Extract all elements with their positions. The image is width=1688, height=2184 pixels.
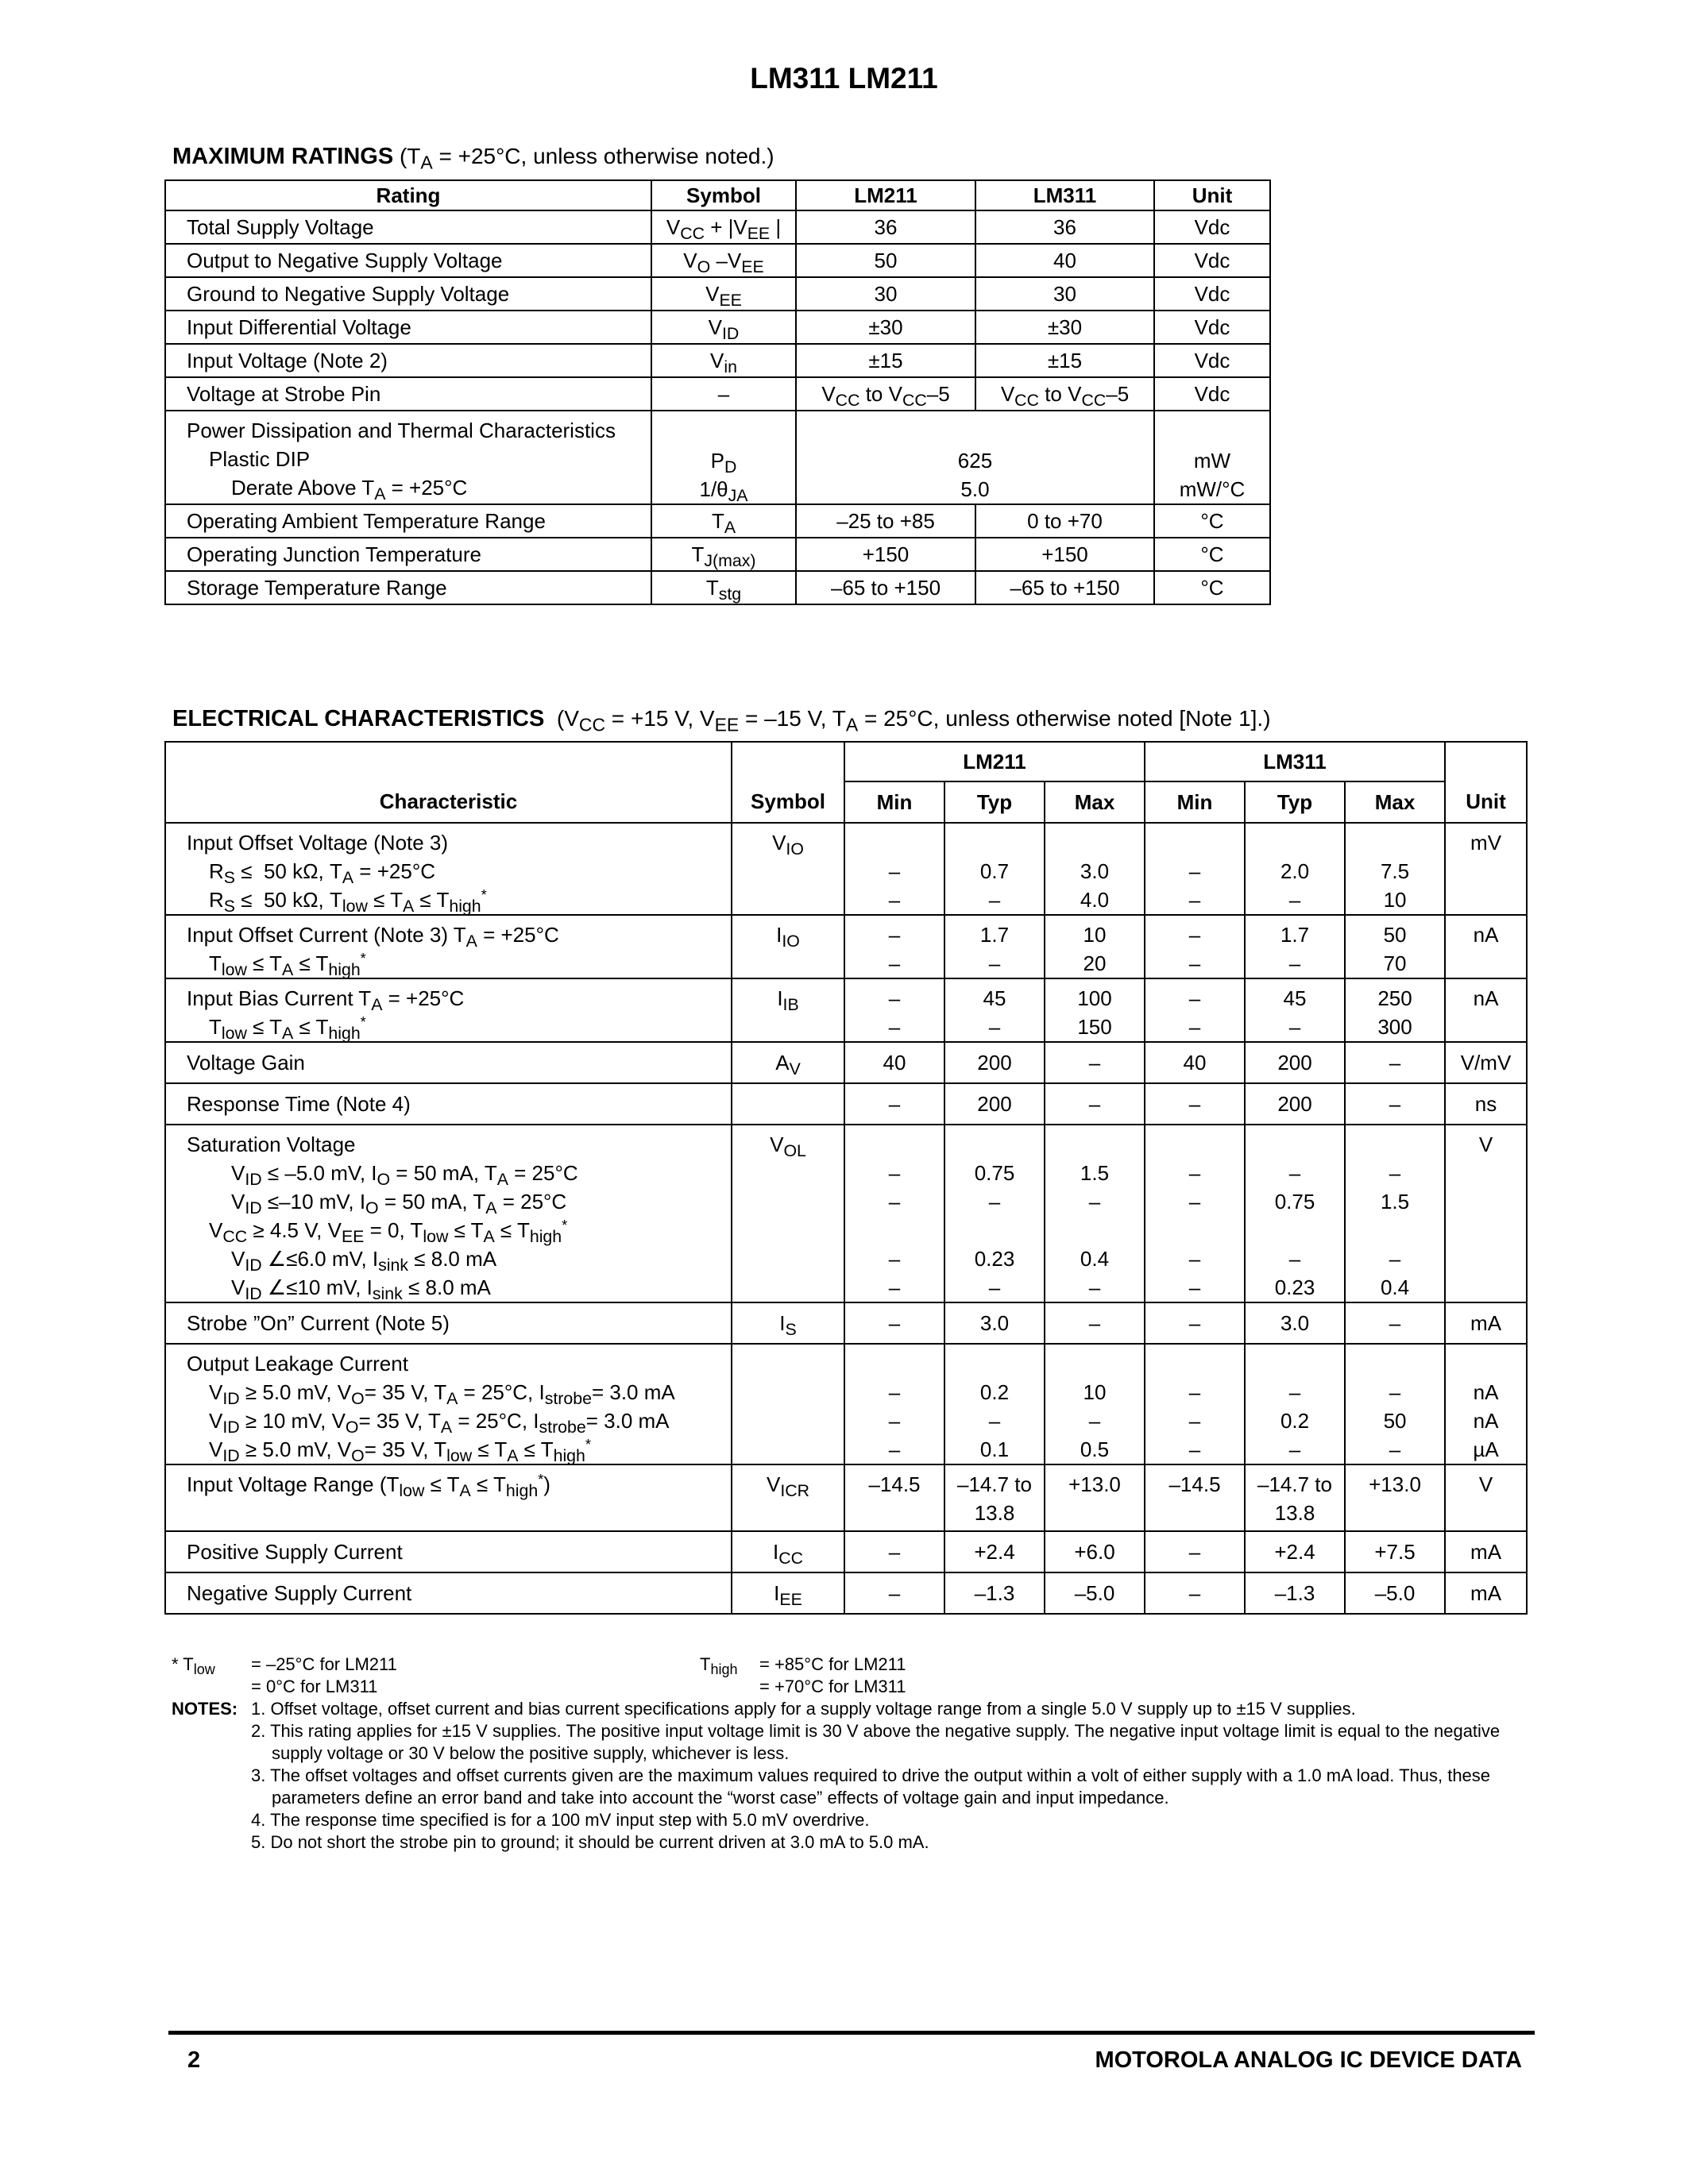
- tlow-lm311: = 0°C for LM311: [251, 1677, 378, 1696]
- table-row: [165, 1464, 1527, 1531]
- value-cell: –1.3: [1245, 1572, 1345, 1614]
- table-row: [165, 1531, 1527, 1572]
- value-cell: – 0.2 –: [1245, 1344, 1345, 1464]
- lm211-value: 36: [796, 210, 975, 244]
- rating-label: Output to Negative Supply Voltage: [165, 244, 651, 277]
- symbol-cell: $T_{stg}$: [651, 571, 796, 604]
- table-row: [165, 311, 1270, 344]
- value-cell: –: [1145, 1302, 1245, 1344]
- table-row: [165, 1125, 1527, 1302]
- symbol-cell: $A_V$: [732, 1042, 844, 1083]
- unit-cell: mA: [1445, 1531, 1527, 1572]
- value-cell: – –: [844, 823, 944, 915]
- value-cell: 1.5 – 0.4 –: [1045, 1125, 1145, 1302]
- footer-rule: [168, 2031, 1535, 2035]
- unit-cell: V/mV: [1445, 1042, 1527, 1083]
- header-unit: Unit: [1445, 742, 1527, 823]
- value-cell: 2.0 –: [1245, 823, 1345, 915]
- unit-cell: nA nA µA: [1445, 1344, 1527, 1464]
- value-cell: 3.0: [1245, 1302, 1345, 1344]
- value-cell: 0.7 –: [944, 823, 1045, 915]
- value-cell: –: [1145, 1531, 1245, 1572]
- value-cell: – –: [1145, 823, 1245, 915]
- lm311-value: –65 to +150: [975, 571, 1154, 604]
- unit-cell: mW mW/°C: [1154, 411, 1270, 504]
- power-value: 625 5.0: [796, 411, 1154, 504]
- value-cell: +13.0: [1345, 1464, 1445, 1531]
- value-cell: – 0.75 – 0.23: [1245, 1125, 1345, 1302]
- header-min: Min: [844, 781, 944, 823]
- symbol-cell: $I_S$: [732, 1302, 844, 1344]
- value-cell: 200: [1245, 1083, 1345, 1125]
- table-row: [165, 1572, 1527, 1614]
- page-title: LM311 LM211: [750, 62, 938, 95]
- unit-cell: Vdc: [1154, 344, 1270, 377]
- value-cell: 0.75 – 0.23 –: [944, 1125, 1045, 1302]
- symbol-cell: $V_{ID}$: [651, 311, 796, 344]
- value-cell: – – – –: [1145, 1125, 1245, 1302]
- value-cell: –: [1045, 1302, 1145, 1344]
- rating-label: Input Voltage (Note 2): [165, 344, 651, 377]
- unit-cell: °C: [1154, 538, 1270, 571]
- header-typ: Typ: [944, 781, 1045, 823]
- header-symbol: Symbol: [732, 742, 844, 823]
- symbol-cell: [732, 1344, 844, 1464]
- elec-header-row-1: [165, 742, 1527, 781]
- value-cell: 1.7 –: [1245, 915, 1345, 978]
- electrical-characteristics-table: [164, 741, 1528, 1615]
- value-cell: 1.7 –: [944, 915, 1045, 978]
- value-cell: 7.5 10: [1345, 823, 1445, 915]
- value-cell: –: [1145, 1083, 1245, 1125]
- note-2: 2. This rating applies for ±15 V supplies. The positive input voltage limit is 30 V above the negative supply. The negative input voltage limit is equal to the negative supply voltage or 30 V below the positive supply, whichever is less.: [251, 1721, 1501, 1763]
- value-cell: –: [844, 1572, 944, 1614]
- table-row: [165, 244, 1270, 277]
- lm311-value: 36: [975, 210, 1154, 244]
- symbol-cell: $V_{IO}$: [732, 823, 844, 915]
- symbol-cell: $I_{IB}$: [732, 978, 844, 1042]
- lm311-value: 30: [975, 277, 1154, 311]
- header-symbol: Symbol: [651, 180, 796, 210]
- value-cell: –: [844, 1531, 944, 1572]
- value-cell: – 50 –: [1345, 1344, 1445, 1464]
- value-cell: 100 150: [1045, 978, 1145, 1042]
- value-cell: 45 –: [944, 978, 1045, 1042]
- table-row: [165, 210, 1270, 244]
- value-cell: +13.0: [1045, 1464, 1145, 1531]
- value-cell: – –: [844, 915, 944, 978]
- unit-cell: mV: [1445, 823, 1527, 915]
- characteristic-cell: Negative Supply Current: [165, 1572, 732, 1614]
- unit-cell: mA: [1445, 1572, 1527, 1614]
- table-row: [165, 978, 1527, 1042]
- unit-cell: Vdc: [1154, 277, 1270, 311]
- unit-cell: Vdc: [1154, 210, 1270, 244]
- table-row: [165, 915, 1527, 978]
- value-cell: +2.4: [1245, 1531, 1345, 1572]
- value-cell: –: [1345, 1302, 1445, 1344]
- value-cell: –: [844, 1083, 944, 1125]
- ratings-header-row: [165, 180, 1270, 210]
- value-cell: 3.0: [944, 1302, 1045, 1344]
- rating-label: Operating Ambient Temperature Range: [165, 504, 651, 538]
- elec-conditions: ($V_{CC} = +15$ V, $V_{EE} = -15$ V, $T_A = 25^\circ C$, unless otherwise noted [Note 1].): [550, 706, 1271, 735]
- lm311-value: +150: [975, 538, 1154, 571]
- value-cell: 200: [1245, 1042, 1345, 1083]
- value-cell: –14.7 to 13.8: [944, 1464, 1045, 1531]
- table-row: [165, 571, 1270, 604]
- characteristic-cell: Voltage Gain: [165, 1042, 732, 1083]
- rating-label: Ground to Negative Supply Voltage: [165, 277, 651, 311]
- value-cell: 200: [944, 1083, 1045, 1125]
- table-row: [165, 504, 1270, 538]
- publication-name: MOTOROLA ANALOG IC DEVICE DATA: [1095, 2047, 1522, 2073]
- symbol-cell: $I_{EE}$: [732, 1572, 844, 1614]
- lm211-value: $V_{CC}$ to $V_{CC}-5$: [796, 377, 975, 411]
- value-cell: –: [844, 1302, 944, 1344]
- lm211-value: 30: [796, 277, 975, 311]
- unit-cell: Vdc: [1154, 311, 1270, 344]
- rating-label: Voltage at Strobe Pin: [165, 377, 651, 411]
- lm211-value: 50: [796, 244, 975, 277]
- characteristic-cell: Input Voltage Range $(T_{low} \le T_A \le T_{high}^*)$: [165, 1464, 732, 1531]
- symbol-cell: $V_{OL}$: [732, 1125, 844, 1302]
- unit-cell: °C: [1154, 504, 1270, 538]
- header-lm211: LM211: [796, 180, 975, 210]
- symbol-cell: $T_{J(max)}$: [651, 538, 796, 571]
- value-cell: +7.5: [1345, 1531, 1445, 1572]
- table-row: [165, 1302, 1527, 1344]
- value-cell: +2.4: [944, 1531, 1045, 1572]
- value-cell: 10 20: [1045, 915, 1145, 978]
- note-5: 5. Do not short the strobe pin to ground; it should be current driven at 3.0 mA to 5.0 mA.: [251, 1832, 929, 1852]
- header-min: Min: [1145, 781, 1245, 823]
- value-cell: –5.0: [1045, 1572, 1145, 1614]
- value-cell: –5.0: [1345, 1572, 1445, 1614]
- notes-list: [172, 1698, 1522, 1854]
- table-row: [165, 277, 1270, 311]
- temperature-definitions: [172, 1653, 1522, 1698]
- lm211-value: +150: [796, 538, 975, 571]
- table-row: [165, 538, 1270, 571]
- max-ratings-conditions: ($T_A = +25^\circ C$, unless otherwise noted.): [399, 144, 774, 173]
- table-row: [165, 377, 1270, 411]
- symbol-cell: $T_A$: [651, 504, 796, 538]
- note-1: 1. Offset voltage, offset current and bias current specifications apply for a supply voltage range from a single 5.0 V supply up to ±15 V supplies.: [251, 1699, 1356, 1719]
- value-cell: – –: [1145, 978, 1245, 1042]
- value-cell: – – –: [1145, 1344, 1245, 1464]
- table-row: [165, 344, 1270, 377]
- header-typ: Typ: [1245, 781, 1345, 823]
- value-cell: –14.7 to 13.8: [1245, 1464, 1345, 1531]
- header-rating: Rating: [165, 180, 651, 210]
- table-row: [165, 823, 1527, 915]
- lm311-value: ±30: [975, 311, 1154, 344]
- page-number: 2: [187, 2047, 201, 2073]
- thigh-lm311: = +70°C for LM311: [759, 1677, 906, 1696]
- unit-cell: nA: [1445, 978, 1527, 1042]
- tlow-symbol: * $T_{low}$: [172, 1654, 215, 1678]
- lm311-value: 0 to +70: [975, 504, 1154, 538]
- elec-title: ELECTRICAL CHARACTERISTICS: [172, 706, 545, 731]
- table-row: [165, 1042, 1527, 1083]
- value-cell: 40: [1145, 1042, 1245, 1083]
- symbol-cell: $V_O$ $-V_{EE}$: [651, 244, 796, 277]
- symbol-cell: $I_{CC}$: [732, 1531, 844, 1572]
- value-cell: 250 300: [1345, 978, 1445, 1042]
- unit-cell: °C: [1154, 571, 1270, 604]
- table-row: [165, 1083, 1527, 1125]
- characteristic-cell: Input Bias Current $T_A = +25^\circ C$ $T_{low} \le T_A \le T_{high}^*$: [165, 978, 732, 1042]
- elec-heading: [172, 706, 1271, 735]
- value-cell: 200: [944, 1042, 1045, 1083]
- characteristic-cell: Input Offset Current (Note 3) $T_A = +25^\circ C$ $T_{low} \le T_A \le T_{high}^*$: [165, 915, 732, 978]
- lm311-value: 40: [975, 244, 1154, 277]
- characteristic-cell: Output Leakage Current $V_{ID} \ge 5.0$ mV, $V_O= 35$ V, $T_A = 25^\circ C$, $I_{strobe}= 3.0$ mA $V_{ID} \ge 10$ mV, $V_O= 35$ V, $T_A = 25^\circ C$, $I_{strobe}= 3.0$ mA $V_{ID} \ge 5.0$ mV, $V_O= 35$ V, $T_{low} \le T_A \le T_{high}^*$: [165, 1344, 732, 1464]
- unit-cell: Vdc: [1154, 244, 1270, 277]
- rating-label: Operating Junction Temperature: [165, 538, 651, 571]
- tlow-lm211: = –25°C for LM211: [251, 1654, 397, 1674]
- header-max: Max: [1345, 781, 1445, 823]
- value-cell: –: [1045, 1083, 1145, 1125]
- characteristic-cell: Response Time (Note 4): [165, 1083, 732, 1125]
- unit-cell: nA: [1445, 915, 1527, 978]
- characteristic-cell: Saturation Voltage $V_{ID} \le -5.0$ mV, $I_O = 50$ mA, $T_A = 25^\circ C$ $V_{ID} \le-10$ mV, $I_O = 50$ mA, $T_A = 25^\circ C$ $V_{CC} \ge 4.5$ V, $V_{EE} = 0$, $T_{low} \le T_A \le T_{high}^*$ $V_{ID}$ ∠≤6.0 mV, $I_{sink} \le 8.0$ mA $V_{ID}$ ∠≤10 mV, $I_{sink} \le 8.0$ mA: [165, 1125, 732, 1302]
- thigh-lm211: = +85°C for LM211: [759, 1654, 906, 1674]
- notes-block: [172, 1653, 1522, 1854]
- header-lm311: LM311: [975, 180, 1154, 210]
- symbol-cell: $V_{in}$: [651, 344, 796, 377]
- symbol-cell: $V_{ICR}$: [732, 1464, 844, 1531]
- value-cell: 45 –: [1245, 978, 1345, 1042]
- value-cell: – 1.5 – 0.4: [1345, 1125, 1445, 1302]
- thigh-symbol: $T_{high}$: [700, 1654, 738, 1678]
- max-ratings-title: MAXIMUM RATINGS: [172, 144, 394, 169]
- note-3: 3. The offset voltages and offset currents given are the maximum values required to drive the output within a volt of either supply with a 1.0 mA load. Thus, these parameters define an error band and take into account the “worst case” effects of voltage gain and input impedance.: [251, 1765, 1491, 1808]
- header-characteristic: Characteristic: [165, 742, 732, 823]
- rating-label: Total Supply Voltage: [165, 210, 651, 244]
- header-max: Max: [1045, 781, 1145, 823]
- unit-cell: Vdc: [1154, 377, 1270, 411]
- value-cell: 3.0 4.0: [1045, 823, 1145, 915]
- table-row: [165, 1344, 1527, 1464]
- symbol-cell: $V_{EE}$: [651, 277, 796, 311]
- note-4: 4. The response time specified is for a 100 mV input step with 5.0 mV overdrive.: [251, 1810, 870, 1830]
- max-ratings-heading: [172, 144, 774, 173]
- header-lm311: LM311: [1145, 742, 1445, 781]
- value-cell: 0.2 – 0.1: [944, 1344, 1045, 1464]
- unit-cell: V: [1445, 1125, 1527, 1302]
- lm211-value: –65 to +150: [796, 571, 975, 604]
- lm211-value: –25 to +85: [796, 504, 975, 538]
- lm211-value: ±15: [796, 344, 975, 377]
- max-ratings-table: [164, 179, 1271, 605]
- notes-label: NOTES:: [172, 1699, 238, 1719]
- symbol-cell: $P_D$ $1/\theta_{JA}$: [651, 411, 796, 504]
- rating-label: Storage Temperature Range: [165, 571, 651, 604]
- characteristic-cell: Input Offset Voltage (Note 3) $R_S \le 50$ kΩ, $T_A = +25^\circ C$ $R_S \le 50$ kΩ, $T_{low} \le T_A \le T_{high}^*$: [165, 823, 732, 915]
- value-cell: 50 70: [1345, 915, 1445, 978]
- characteristic-cell: Positive Supply Current: [165, 1531, 732, 1572]
- value-cell: – – –: [844, 1344, 944, 1464]
- lm311-value: $V_{CC}$ to $V_{CC}-5$: [975, 377, 1154, 411]
- value-cell: –1.3: [944, 1572, 1045, 1614]
- rating-label: Input Differential Voltage: [165, 311, 651, 344]
- value-cell: +6.0: [1045, 1531, 1145, 1572]
- rating-label: Power Dissipation and Thermal Characteristics Plastic DIP Derate Above $T_A = +25^\circ C$: [165, 411, 651, 504]
- value-cell: –: [1045, 1042, 1145, 1083]
- value-cell: –: [1345, 1042, 1445, 1083]
- unit-cell: mA: [1445, 1302, 1527, 1344]
- symbol-cell: $V_{CC} + |V_{EE}$ |: [651, 210, 796, 244]
- lm211-value: ±30: [796, 311, 975, 344]
- header-lm211: LM211: [844, 742, 1145, 781]
- value-cell: – – – –: [844, 1125, 944, 1302]
- value-cell: –14.5: [1145, 1464, 1245, 1531]
- lm311-value: ±15: [975, 344, 1154, 377]
- value-cell: –: [1145, 1572, 1245, 1614]
- table-row: [165, 411, 1270, 504]
- unit-cell: V: [1445, 1464, 1527, 1531]
- characteristic-cell: Strobe ”On” Current (Note 5): [165, 1302, 732, 1344]
- value-cell: –14.5: [844, 1464, 944, 1531]
- value-cell: 40: [844, 1042, 944, 1083]
- header-unit: Unit: [1154, 180, 1270, 210]
- value-cell: – –: [844, 978, 944, 1042]
- value-cell: –: [1345, 1083, 1445, 1125]
- symbol-cell: [732, 1083, 844, 1125]
- unit-cell: ns: [1445, 1083, 1527, 1125]
- value-cell: – –: [1145, 915, 1245, 978]
- symbol-cell: –: [651, 377, 796, 411]
- symbol-cell: $I_{IO}$: [732, 915, 844, 978]
- value-cell: 10 – 0.5: [1045, 1344, 1145, 1464]
